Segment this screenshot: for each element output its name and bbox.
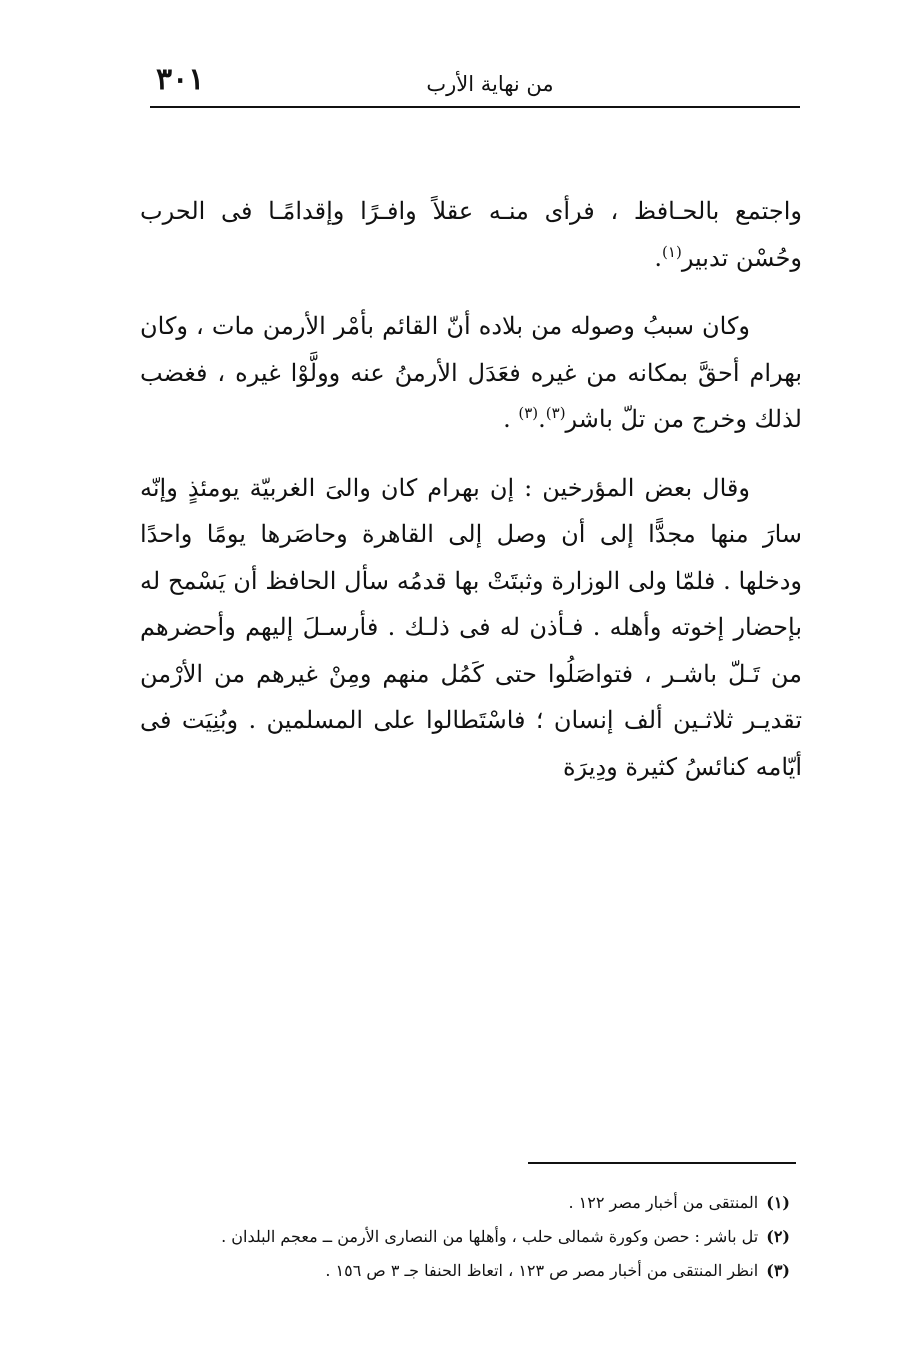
footnote-2 [150, 1220, 790, 1254]
footnote-number: (٢) [766, 1227, 790, 1246]
footnote-number: (١) [766, 1193, 790, 1212]
paragraph-1 [140, 188, 802, 281]
footnote-rule [528, 1162, 796, 1164]
page-header [150, 62, 800, 110]
paragraph-3 [140, 465, 802, 791]
footnote-reference-2: (٣) [545, 404, 566, 422]
page-number: ٣٠١ [156, 62, 205, 97]
paragraph-text: وكان سببُ وصوله من بلاده أنّ القائم بأمْر الأرمن مات ، وكان بهرام أحقَّ بمكانه من غيره فعَدَل الأرمنُ عنه وولَّوْا غيره ، فغضب لذلك وخرج من تلّ باشر [140, 312, 803, 433]
footnote-number: (٣) [766, 1261, 790, 1280]
footnote-text: تل باشر : حصن وكورة شمالى حلب ، وأهلها من النصارى الأرمن ــ معجم البلدان . [221, 1227, 759, 1246]
footnote-1 [150, 1186, 790, 1220]
footnote-text: المنتقى من أخبار مصر ١٢٢ . [568, 1193, 759, 1212]
paragraph-continuation: . [538, 405, 546, 433]
body-text [140, 188, 802, 790]
paragraph-2 [140, 303, 802, 443]
running-title: من نهاية الأرب [426, 72, 554, 96]
footnote-reference-1: (١) [662, 242, 682, 261]
header-rule [150, 106, 800, 108]
footnote-text: انظر المنتقى من أخبار مصر ص ١٢٣ ، اتعاظ الحنفا جـ ٣ ص ١٥٦ . [325, 1261, 759, 1280]
footnotes [150, 1186, 790, 1288]
paragraph-end-period: . [503, 405, 519, 433]
footnote-3 [150, 1254, 790, 1288]
paragraph-tail: . [654, 243, 663, 272]
paragraph-text: وقال بعض المؤرخين : إن بهرام كان والىَ الغربيّة يومئذٍ وإنّه سارَ منها مجدًّا إلى أن وصل إلى القاهرة وحاصَرها يومًا واحدًا ودخلها . فلمّا ولى الوزارة وثبتَتْ بها قدمُه سأل الحافظ أن يَسْمح له بإحضار إخوته وأهله . فـأذن له فى ذلـك . فأرسـلَ إليهم وأحضرهم من تَـلّ باشـر ، فتواصَلُوا حتى كَمُل منهم ومِنْ غيرهم من الأرْمن تقديـر ثلاثـين ألف إنسان ؛ فاسْتَطالوا على المسلمين . وبُنِيَت فى أيّامه كنائسُ كثيرة ودِيرَة [140, 473, 802, 781]
footnote-reference-3: (٣) [518, 404, 539, 422]
paragraph-text: واجتمع بالحـافظ ، فرأى منـه عقلاً وافـرًا وإقدامًـا فى الحرب وحُسْن تدبير [140, 197, 802, 272]
